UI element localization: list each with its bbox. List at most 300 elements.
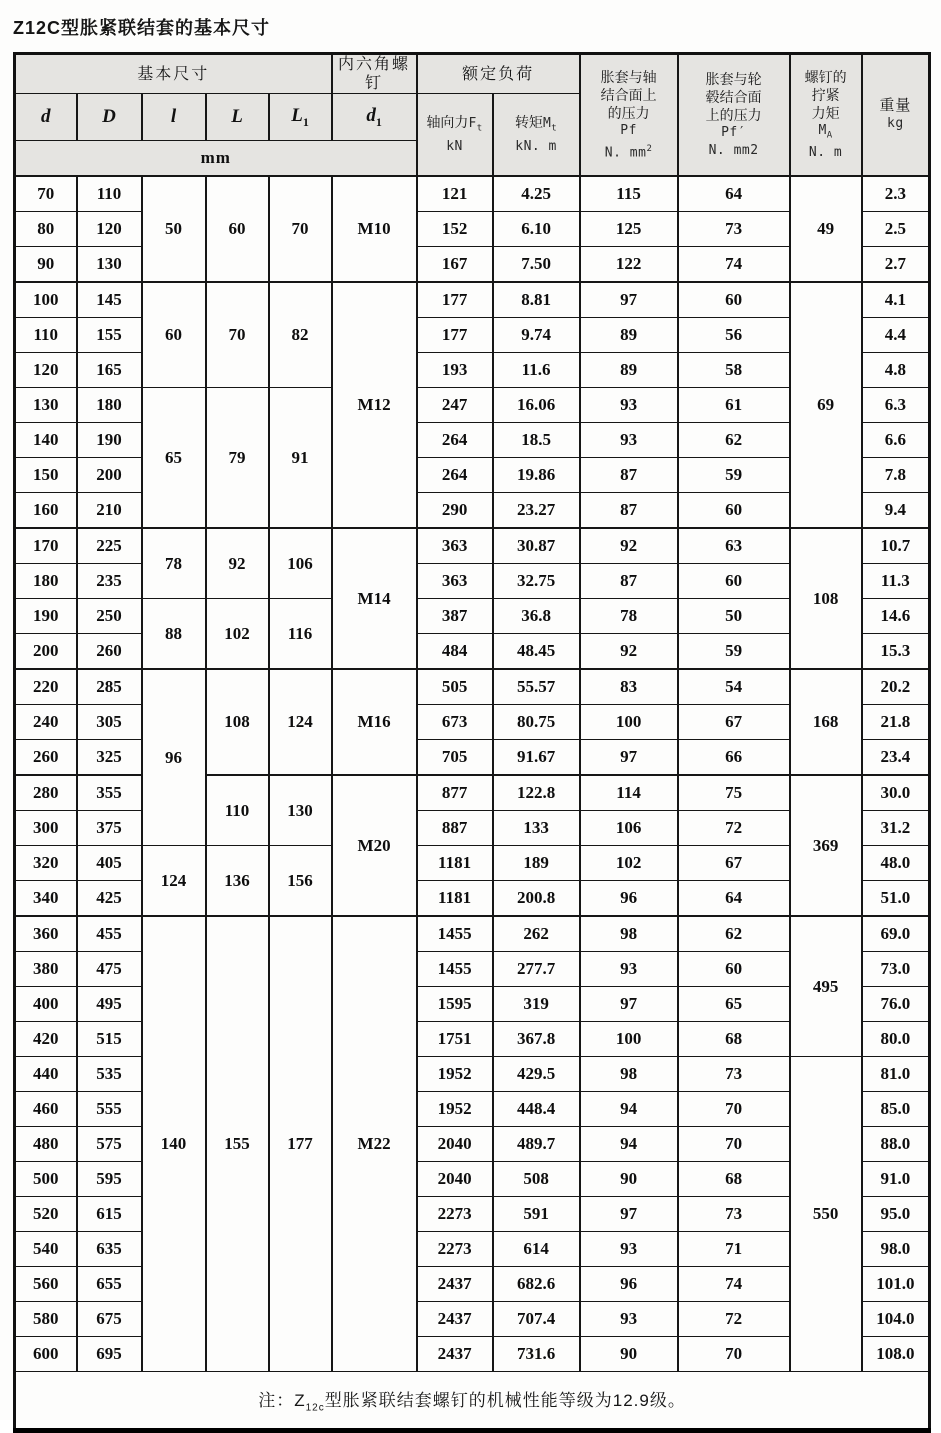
header-pressure-hub: 胀套与轮 毂结合面 上的压力 Pf′ N. mm2 (678, 54, 790, 177)
cell-axial-force: 1952 (417, 1057, 493, 1092)
cell-torque: 4.25 (493, 176, 580, 212)
cell-axial-force: 2437 (417, 1302, 493, 1337)
cell-torque: 367.8 (493, 1022, 580, 1057)
cell-d: 240 (15, 705, 77, 740)
cell-torque: 277.7 (493, 952, 580, 987)
cell-pressure-shaft: 106 (580, 811, 678, 846)
cell-D: 455 (77, 916, 142, 952)
cell-pressure-shaft: 89 (580, 318, 678, 353)
cell-torque: 614 (493, 1232, 580, 1267)
table-header (15, 54, 930, 177)
cell-torque: 262 (493, 916, 580, 952)
cell-pressure-hub: 74 (678, 1267, 790, 1302)
cell-torque: 448.4 (493, 1092, 580, 1127)
table-row (15, 528, 930, 564)
cell-weight: 48.0 (862, 846, 930, 881)
cell-pressure-shaft: 93 (580, 952, 678, 987)
cell-D: 375 (77, 811, 142, 846)
cell-pressure-shaft: 93 (580, 1232, 678, 1267)
cell-weight: 11.3 (862, 564, 930, 599)
cell-D: 225 (77, 528, 142, 564)
cell-D: 325 (77, 740, 142, 776)
cell-tightening-torque: 168 (790, 669, 862, 775)
cell-d1: M20 (332, 775, 417, 916)
cell-d: 360 (15, 916, 77, 952)
cell-weight: 23.4 (862, 740, 930, 776)
cell-weight: 9.4 (862, 493, 930, 529)
cell-L: 102 (206, 599, 269, 670)
cell-torque: 11.6 (493, 353, 580, 388)
cell-d: 440 (15, 1057, 77, 1092)
cell-axial-force: 705 (417, 740, 493, 776)
cell-pressure-hub: 68 (678, 1162, 790, 1197)
cell-torque: 55.57 (493, 669, 580, 705)
cell-pressure-hub: 60 (678, 493, 790, 529)
cell-tightening-torque: 108 (790, 528, 862, 669)
cell-weight: 7.8 (862, 458, 930, 493)
cell-pressure-shaft: 97 (580, 740, 678, 776)
cell-pressure-hub: 68 (678, 1022, 790, 1057)
cell-d: 140 (15, 423, 77, 458)
cell-tightening-torque: 495 (790, 916, 862, 1057)
cell-axial-force: 387 (417, 599, 493, 634)
cell-d1: M14 (332, 528, 417, 669)
cell-L1: 116 (269, 599, 332, 670)
cell-D: 285 (77, 669, 142, 705)
cell-torque: 32.75 (493, 564, 580, 599)
cell-D: 110 (77, 176, 142, 212)
cell-D: 405 (77, 846, 142, 881)
cell-torque: 6.10 (493, 212, 580, 247)
cell-D: 190 (77, 423, 142, 458)
cell-l: 50 (142, 176, 206, 282)
cell-d: 80 (15, 212, 77, 247)
cell-weight: 101.0 (862, 1267, 930, 1302)
cell-D: 120 (77, 212, 142, 247)
cell-pressure-hub: 60 (678, 952, 790, 987)
cell-pressure-hub: 72 (678, 811, 790, 846)
cell-axial-force: 264 (417, 458, 493, 493)
cell-L1: 130 (269, 775, 332, 846)
cell-axial-force: 887 (417, 811, 493, 846)
cell-weight: 95.0 (862, 1197, 930, 1232)
cell-weight: 91.0 (862, 1162, 930, 1197)
cell-torque: 319 (493, 987, 580, 1022)
cell-torque: 429.5 (493, 1057, 580, 1092)
cell-d1: M22 (332, 916, 417, 1372)
cell-torque: 189 (493, 846, 580, 881)
cell-D: 675 (77, 1302, 142, 1337)
cell-pressure-hub: 59 (678, 458, 790, 493)
cell-D: 235 (77, 564, 142, 599)
table-row (15, 282, 930, 318)
cell-axial-force: 177 (417, 282, 493, 318)
cell-l: 65 (142, 388, 206, 529)
cell-axial-force: 1595 (417, 987, 493, 1022)
cell-axial-force: 2273 (417, 1232, 493, 1267)
cell-L1: 156 (269, 846, 332, 917)
cell-axial-force: 1751 (417, 1022, 493, 1057)
cell-weight: 4.1 (862, 282, 930, 318)
cell-pressure-hub: 73 (678, 1057, 790, 1092)
cell-pressure-hub: 58 (678, 353, 790, 388)
cell-weight: 108.0 (862, 1337, 930, 1372)
cell-torque: 8.81 (493, 282, 580, 318)
cell-D: 355 (77, 775, 142, 811)
cell-axial-force: 1181 (417, 846, 493, 881)
cell-l: 96 (142, 669, 206, 846)
cell-d: 320 (15, 846, 77, 881)
cell-weight: 88.0 (862, 1127, 930, 1162)
cell-axial-force: 673 (417, 705, 493, 740)
cell-L1: 124 (269, 669, 332, 775)
cell-axial-force: 177 (417, 318, 493, 353)
cell-weight: 73.0 (862, 952, 930, 987)
cell-l: 88 (142, 599, 206, 670)
cell-torque: 9.74 (493, 318, 580, 353)
cell-torque: 19.86 (493, 458, 580, 493)
cell-weight: 21.8 (862, 705, 930, 740)
cell-D: 210 (77, 493, 142, 529)
cell-pressure-hub: 60 (678, 282, 790, 318)
cell-d: 120 (15, 353, 77, 388)
cell-pressure-shaft: 97 (580, 1197, 678, 1232)
cell-pressure-shaft: 97 (580, 282, 678, 318)
cell-pressure-hub: 50 (678, 599, 790, 634)
cell-weight: 6.3 (862, 388, 930, 423)
cell-pressure-shaft: 96 (580, 1267, 678, 1302)
dimensions-table (13, 52, 931, 1433)
cell-pressure-shaft: 94 (580, 1092, 678, 1127)
cell-pressure-shaft: 93 (580, 1302, 678, 1337)
cell-pressure-shaft: 93 (580, 423, 678, 458)
cell-L: 60 (206, 176, 269, 282)
cell-pressure-hub: 73 (678, 1197, 790, 1232)
cell-L: 70 (206, 282, 269, 388)
cell-d: 110 (15, 318, 77, 353)
cell-axial-force: 363 (417, 564, 493, 599)
header-hex-socket-screw: 内六角螺钉 (332, 54, 417, 94)
cell-D: 475 (77, 952, 142, 987)
cell-d: 580 (15, 1302, 77, 1337)
cell-torque: 23.27 (493, 493, 580, 529)
cell-d: 180 (15, 564, 77, 599)
cell-d: 300 (15, 811, 77, 846)
cell-torque: 200.8 (493, 881, 580, 917)
cell-d: 280 (15, 775, 77, 811)
cell-D: 145 (77, 282, 142, 318)
cell-D: 200 (77, 458, 142, 493)
cell-D: 165 (77, 353, 142, 388)
cell-torque: 591 (493, 1197, 580, 1232)
cell-torque: 80.75 (493, 705, 580, 740)
cell-pressure-shaft: 93 (580, 388, 678, 423)
cell-d1: M16 (332, 669, 417, 775)
cell-weight: 80.0 (862, 1022, 930, 1057)
cell-pressure-shaft: 125 (580, 212, 678, 247)
cell-torque: 48.45 (493, 634, 580, 670)
cell-d: 150 (15, 458, 77, 493)
cell-weight: 69.0 (862, 916, 930, 952)
cell-pressure-hub: 75 (678, 775, 790, 811)
cell-pressure-shaft: 89 (580, 353, 678, 388)
table-row (15, 916, 930, 952)
cell-torque: 7.50 (493, 247, 580, 283)
cell-L: 136 (206, 846, 269, 917)
cell-weight: 4.4 (862, 318, 930, 353)
cell-D: 155 (77, 318, 142, 353)
header-weight: 重量 kg (862, 54, 930, 177)
cell-axial-force: 2437 (417, 1267, 493, 1302)
cell-d: 600 (15, 1337, 77, 1372)
cell-axial-force: 1455 (417, 916, 493, 952)
cell-axial-force: 167 (417, 247, 493, 283)
cell-torque: 122.8 (493, 775, 580, 811)
cell-torque: 731.6 (493, 1337, 580, 1372)
cell-axial-force: 1181 (417, 881, 493, 917)
cell-pressure-shaft: 87 (580, 564, 678, 599)
cell-d1: M12 (332, 282, 417, 528)
cell-L1: 91 (269, 388, 332, 529)
cell-D: 655 (77, 1267, 142, 1302)
cell-D: 595 (77, 1162, 142, 1197)
cell-d: 170 (15, 528, 77, 564)
cell-weight: 104.0 (862, 1302, 930, 1337)
cell-pressure-shaft: 102 (580, 846, 678, 881)
cell-pressure-hub: 72 (678, 1302, 790, 1337)
cell-d1: M10 (332, 176, 417, 282)
cell-D: 515 (77, 1022, 142, 1057)
cell-D: 260 (77, 634, 142, 670)
cell-tightening-torque: 369 (790, 775, 862, 916)
cell-weight: 4.8 (862, 353, 930, 388)
cell-weight: 30.0 (862, 775, 930, 811)
cell-L: 108 (206, 669, 269, 775)
cell-d: 460 (15, 1092, 77, 1127)
cell-l: 60 (142, 282, 206, 388)
cell-l: 124 (142, 846, 206, 917)
cell-weight: 20.2 (862, 669, 930, 705)
cell-pressure-hub: 61 (678, 388, 790, 423)
cell-tightening-torque: 49 (790, 176, 862, 282)
cell-pressure-shaft: 94 (580, 1127, 678, 1162)
cell-pressure-hub: 62 (678, 423, 790, 458)
cell-d: 220 (15, 669, 77, 705)
cell-d: 400 (15, 987, 77, 1022)
cell-d: 420 (15, 1022, 77, 1057)
cell-axial-force: 484 (417, 634, 493, 670)
cell-tightening-torque: 550 (790, 1057, 862, 1372)
cell-axial-force: 363 (417, 528, 493, 564)
cell-pressure-shaft: 90 (580, 1162, 678, 1197)
cell-d: 520 (15, 1197, 77, 1232)
cell-pressure-hub: 70 (678, 1127, 790, 1162)
cell-pressure-hub: 67 (678, 846, 790, 881)
cell-L: 155 (206, 916, 269, 1372)
footnote: 注：$Z_{12c}$型胀紧联结套螺钉的机械性能等级为12.9级。 (15, 1372, 930, 1431)
cell-pressure-hub: 63 (678, 528, 790, 564)
cell-weight: 31.2 (862, 811, 930, 846)
cell-weight: 2.7 (862, 247, 930, 283)
cell-torque: 489.7 (493, 1127, 580, 1162)
cell-L1: 70 (269, 176, 332, 282)
cell-torque: 18.5 (493, 423, 580, 458)
cell-torque: 508 (493, 1162, 580, 1197)
cell-L1: 177 (269, 916, 332, 1372)
cell-D: 575 (77, 1127, 142, 1162)
cell-d: 500 (15, 1162, 77, 1197)
cell-weight: 2.3 (862, 176, 930, 212)
cell-d: 560 (15, 1267, 77, 1302)
cell-pressure-hub: 54 (678, 669, 790, 705)
cell-axial-force: 193 (417, 353, 493, 388)
header-torque: 转矩$M_t$ kN. m (493, 94, 580, 177)
cell-pressure-shaft: 97 (580, 987, 678, 1022)
cell-axial-force: 121 (417, 176, 493, 212)
cell-d: 130 (15, 388, 77, 423)
cell-D: 635 (77, 1232, 142, 1267)
cell-pressure-hub: 64 (678, 176, 790, 212)
cell-weight: 76.0 (862, 987, 930, 1022)
cell-pressure-hub: 74 (678, 247, 790, 283)
cell-pressure-hub: 70 (678, 1092, 790, 1127)
cell-d: 480 (15, 1127, 77, 1162)
table-row (15, 669, 930, 705)
cell-pressure-shaft: 78 (580, 599, 678, 634)
header-rated-load: 额定负荷 (417, 54, 580, 94)
cell-d: 70 (15, 176, 77, 212)
cell-weight: 2.5 (862, 212, 930, 247)
cell-pressure-shaft: 100 (580, 1022, 678, 1057)
cell-torque: 30.87 (493, 528, 580, 564)
cell-pressure-hub: 73 (678, 212, 790, 247)
cell-pressure-shaft: 100 (580, 705, 678, 740)
cell-pressure-hub: 71 (678, 1232, 790, 1267)
table-body (15, 176, 930, 1372)
cell-pressure-hub: 64 (678, 881, 790, 917)
cell-D: 695 (77, 1337, 142, 1372)
cell-D: 250 (77, 599, 142, 634)
cell-pressure-hub: 66 (678, 740, 790, 776)
cell-d: 200 (15, 634, 77, 670)
cell-d: 90 (15, 247, 77, 283)
cell-pressure-shaft: 114 (580, 775, 678, 811)
cell-torque: 682.6 (493, 1267, 580, 1302)
cell-axial-force: 1455 (417, 952, 493, 987)
cell-l: 78 (142, 528, 206, 599)
cell-weight: 85.0 (862, 1092, 930, 1127)
cell-pressure-hub: 60 (678, 564, 790, 599)
page-title: Z12C型胀紧联结套的基本尺寸 (13, 18, 271, 38)
cell-axial-force: 247 (417, 388, 493, 423)
cell-axial-force: 290 (417, 493, 493, 529)
header-col-d1: $d_1$ (332, 94, 417, 141)
cell-pressure-hub: 56 (678, 318, 790, 353)
header-unit-mm: mm (15, 141, 417, 177)
cell-axial-force: 2273 (417, 1197, 493, 1232)
cell-d: 160 (15, 493, 77, 529)
cell-tightening-torque: 69 (790, 282, 862, 528)
cell-axial-force: 264 (417, 423, 493, 458)
cell-d: 260 (15, 740, 77, 776)
cell-weight: 98.0 (862, 1232, 930, 1267)
header-pressure-shaft: 胀套与轴 结合面上 的压力 Pf N. $mm^2$ (580, 54, 678, 177)
header-col-L1: $L_1$ (269, 94, 332, 141)
cell-pressure-shaft: 92 (580, 634, 678, 670)
cell-pressure-shaft: 98 (580, 1057, 678, 1092)
cell-torque: 91.67 (493, 740, 580, 776)
cell-L: 79 (206, 388, 269, 529)
cell-pressure-shaft: 122 (580, 247, 678, 283)
cell-d: 340 (15, 881, 77, 917)
cell-pressure-shaft: 92 (580, 528, 678, 564)
header-col-L: L (206, 94, 269, 141)
header-col-l: l (142, 94, 206, 141)
cell-pressure-shaft: 115 (580, 176, 678, 212)
cell-axial-force: 2040 (417, 1162, 493, 1197)
cell-D: 615 (77, 1197, 142, 1232)
cell-pressure-shaft: 96 (580, 881, 678, 917)
cell-D: 180 (77, 388, 142, 423)
cell-D: 535 (77, 1057, 142, 1092)
header-tightening-torque: 螺钉的 拧紧 力矩 $M_A$ N. m (790, 54, 862, 177)
cell-axial-force: 2040 (417, 1127, 493, 1162)
cell-pressure-hub: 67 (678, 705, 790, 740)
cell-d: 380 (15, 952, 77, 987)
cell-axial-force: 877 (417, 775, 493, 811)
cell-weight: 81.0 (862, 1057, 930, 1092)
cell-L: 92 (206, 528, 269, 599)
cell-L1: 82 (269, 282, 332, 388)
cell-pressure-hub: 62 (678, 916, 790, 952)
cell-d: 540 (15, 1232, 77, 1267)
cell-L: 110 (206, 775, 269, 846)
cell-torque: 16.06 (493, 388, 580, 423)
cell-pressure-shaft: 90 (580, 1337, 678, 1372)
header-col-D: D (77, 94, 142, 141)
cell-weight: 10.7 (862, 528, 930, 564)
cell-d: 190 (15, 599, 77, 634)
cell-pressure-hub: 59 (678, 634, 790, 670)
cell-pressure-shaft: 87 (580, 458, 678, 493)
cell-pressure-shaft: 87 (580, 493, 678, 529)
cell-L1: 106 (269, 528, 332, 599)
cell-axial-force: 505 (417, 669, 493, 705)
cell-D: 130 (77, 247, 142, 283)
cell-l: 140 (142, 916, 206, 1372)
cell-D: 425 (77, 881, 142, 917)
header-basic-dimensions: 基本尺寸 (15, 54, 332, 94)
cell-axial-force: 2437 (417, 1337, 493, 1372)
cell-D: 305 (77, 705, 142, 740)
cell-weight: 15.3 (862, 634, 930, 670)
cell-D: 555 (77, 1092, 142, 1127)
cell-weight: 6.6 (862, 423, 930, 458)
cell-axial-force: 1952 (417, 1092, 493, 1127)
cell-weight: 51.0 (862, 881, 930, 917)
cell-torque: 707.4 (493, 1302, 580, 1337)
cell-axial-force: 152 (417, 212, 493, 247)
table-row (15, 176, 930, 212)
table-footer (15, 1372, 930, 1431)
cell-weight: 14.6 (862, 599, 930, 634)
cell-pressure-shaft: 98 (580, 916, 678, 952)
cell-d: 100 (15, 282, 77, 318)
header-axial-force: 轴向力$F_t$ kN (417, 94, 493, 177)
cell-torque: 36.8 (493, 599, 580, 634)
cell-pressure-shaft: 83 (580, 669, 678, 705)
cell-pressure-hub: 70 (678, 1337, 790, 1372)
